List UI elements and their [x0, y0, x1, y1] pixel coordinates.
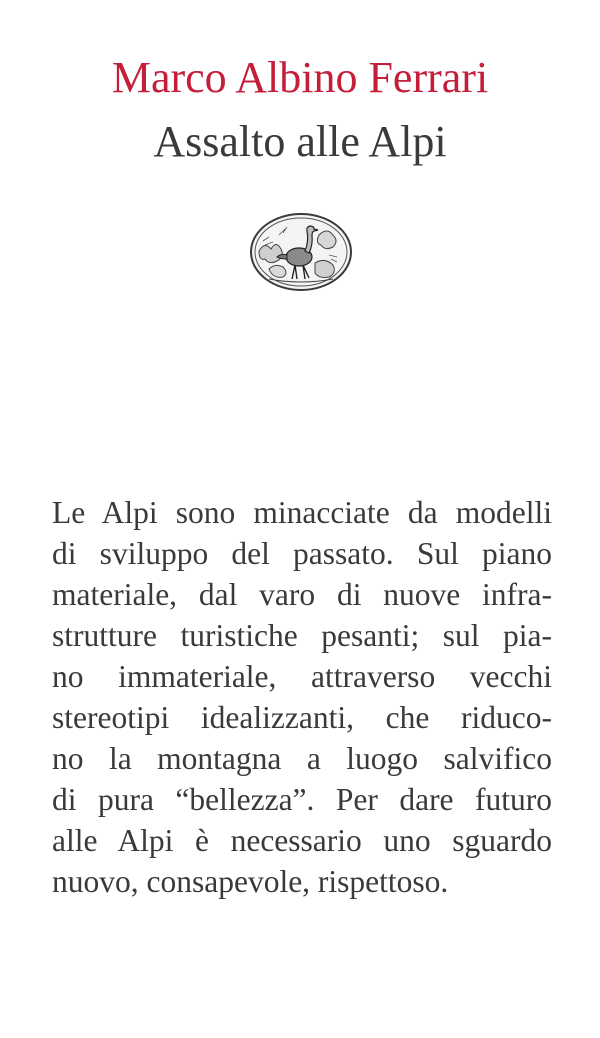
blurb-line: no la montagna a luogo salvifico — [52, 741, 552, 776]
back-cover-blurb — [52, 492, 552, 902]
blurb-line: Le Alpi sono minacciate da modelli — [52, 495, 552, 530]
blurb-line: no immateriale, attraverso vecchi — [52, 659, 552, 694]
blurb-line: nuovo, consapevole, rispettoso. — [52, 864, 449, 899]
author-name: Marco Albino Ferrari — [111, 53, 489, 102]
blurb-line: stereotipi idealizzanti, che riduco- — [52, 700, 552, 735]
blurb-line: materiale, dal varo di nuove infra- — [52, 577, 552, 612]
blurb-line: strutture turistiche pesanti; sul pia- — [52, 618, 552, 653]
book-title: Assalto alle Alpi — [153, 117, 447, 166]
blurb-line: alle Alpi è necessario uno sguardo — [52, 823, 552, 858]
blurb-line: di pura “bellezza”. Per dare futuro — [52, 782, 552, 817]
publisher-emblem-icon — [249, 211, 353, 293]
blurb-line: di sviluppo del passato. Sul piano — [52, 536, 552, 571]
